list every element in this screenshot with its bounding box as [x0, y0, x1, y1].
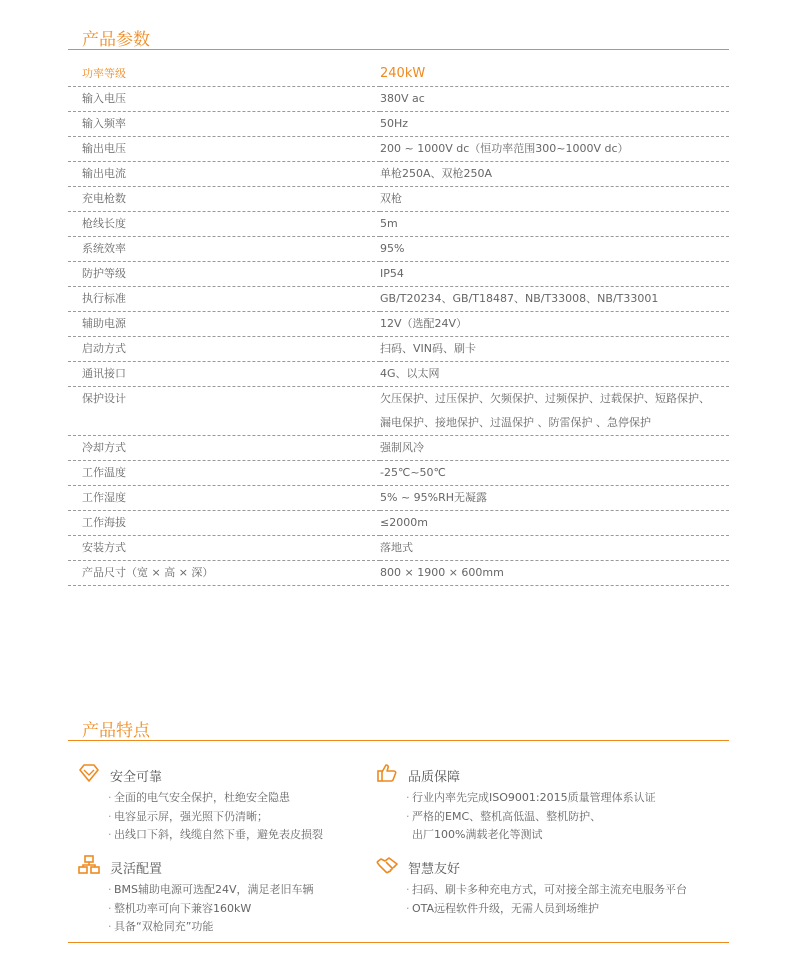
param-key: 防护等级 [68, 262, 380, 287]
param-key: 产品尺寸（宽 × 高 × 深） [68, 561, 380, 586]
list-item: · 具备“双枪同充”功能 [108, 920, 214, 933]
feature-safety-title: 安全可靠 [110, 770, 163, 785]
list-item: 出厂100%满载老化等测试 [412, 828, 543, 841]
table-row [68, 287, 729, 312]
list-item: · 全面的电气安全保护，杜绝安全隐患 [108, 791, 290, 804]
param-value: IP54 [380, 262, 729, 287]
param-key: 执行标准 [68, 287, 380, 312]
table-row [68, 237, 729, 262]
table-row [68, 461, 729, 486]
features-title-rule [68, 740, 729, 741]
param-value: -25℃~50℃ [380, 461, 729, 486]
table-row [68, 511, 729, 536]
handshake-icon [376, 855, 398, 875]
param-key: 辅助电源 [68, 312, 380, 337]
list-item: · 严格的EMC、整机高低温、整机防护、 [406, 809, 602, 823]
feature-flexible [68, 855, 398, 937]
network-icon [78, 855, 100, 875]
param-value: 落地式 [380, 536, 729, 561]
feature-smart [366, 855, 696, 918]
param-key: 输出电压 [68, 137, 380, 162]
feature-flexible-list [68, 881, 398, 937]
thumbs-up-icon [376, 763, 398, 783]
features-section-title: 产品特点 [82, 721, 150, 741]
table-row [68, 536, 729, 561]
table-row [68, 312, 729, 337]
list-item: · 电容显示屏，强光照下仍清晰； [108, 809, 268, 823]
param-key: 输出电流 [68, 162, 380, 187]
param-value: 单枪250A、双枪250A [380, 162, 729, 187]
feature-safety-list [68, 789, 398, 845]
param-key: 工作温度 [68, 461, 380, 486]
list-item: · 整机功率可向下兼容160kW [108, 901, 252, 915]
list-item: · BMS辅助电源可选配24V，满足老旧车辆 [108, 883, 314, 896]
params-title-rule [68, 49, 729, 50]
table-row [68, 387, 729, 436]
table-row [68, 112, 729, 137]
param-value: 95% [380, 237, 729, 262]
param-value: GB/T20234、GB/T18487、NB/T33008、NB/T33001 [380, 287, 729, 312]
table-row [68, 436, 729, 461]
feature-quality-title: 品质保障 [408, 770, 461, 785]
table-row [68, 561, 729, 586]
param-key: 输入电压 [68, 87, 380, 112]
param-value: 50Hz [380, 112, 729, 137]
feature-smart-list [366, 881, 696, 918]
param-key: 通讯接口 [68, 362, 380, 387]
param-value [380, 387, 729, 436]
table-row [68, 187, 729, 212]
param-key: 安装方式 [68, 536, 380, 561]
param-value: 5% ~ 95%RH无凝露 [380, 486, 729, 511]
feature-smart-title: 智慧友好 [408, 862, 461, 877]
params-section-title: 产品参数 [82, 30, 150, 50]
param-key: 启动方式 [68, 337, 380, 362]
param-key: 保护设计 [68, 387, 380, 436]
param-value: 240kW [380, 62, 729, 87]
param-key: 充电枪数 [68, 187, 380, 212]
table-row [68, 137, 729, 162]
table-row [68, 362, 729, 387]
param-value: ≤2000m [380, 511, 729, 536]
diamond-icon [78, 763, 100, 783]
list-item: · 出线口下斜，线缆自然下垂，避免表皮损裂 [108, 828, 323, 841]
param-key: 工作湿度 [68, 486, 380, 511]
feature-flexible-title: 灵活配置 [110, 862, 163, 877]
param-key: 枪线长度 [68, 212, 380, 237]
param-key: 输入频率 [68, 112, 380, 137]
table-row [68, 87, 729, 112]
param-key: 系统效率 [68, 237, 380, 262]
param-key: 冷却方式 [68, 436, 380, 461]
param-value-line: 欠压保护、过压保护、欠频保护、过频保护、过载保护、短路保护、 [380, 392, 710, 405]
table-row [68, 262, 729, 287]
param-value: 200 ~ 1000V dc（恒功率范围300~1000V dc） [380, 137, 729, 162]
param-key: 功率等级 [68, 62, 380, 87]
param-value: 4G、以太网 [380, 362, 729, 387]
feature-safety [68, 763, 398, 845]
feature-quality [366, 763, 696, 845]
param-value: 380V ac [380, 87, 729, 112]
param-value-line: 漏电保护、接地保护、过温保护 、防雷保护 、急停保护 [380, 416, 651, 429]
param-value: 扫码、VIN码、刷卡 [380, 337, 729, 362]
param-value: 强制风冷 [380, 436, 729, 461]
list-item: · 行业内率先完成ISO9001:2015质量管理体系认证 [406, 791, 656, 804]
param-value: 12V（选配24V） [380, 312, 729, 337]
param-key: 工作海拔 [68, 511, 380, 536]
param-value: 双枪 [380, 187, 729, 212]
table-row [68, 212, 729, 237]
table-row [68, 62, 729, 87]
list-item: · 扫码、刷卡多种充电方式，可对接全部主流充电服务平台 [406, 883, 687, 896]
params-table [68, 62, 729, 586]
table-row [68, 486, 729, 511]
table-row [68, 337, 729, 362]
bottom-rule [68, 942, 729, 943]
table-row [68, 162, 729, 187]
list-item: · OTA远程软件升级，无需人员到场维护 [406, 901, 600, 915]
feature-quality-list [366, 789, 696, 845]
param-value: 800 × 1900 × 600mm [380, 561, 729, 586]
param-value: 5m [380, 212, 729, 237]
